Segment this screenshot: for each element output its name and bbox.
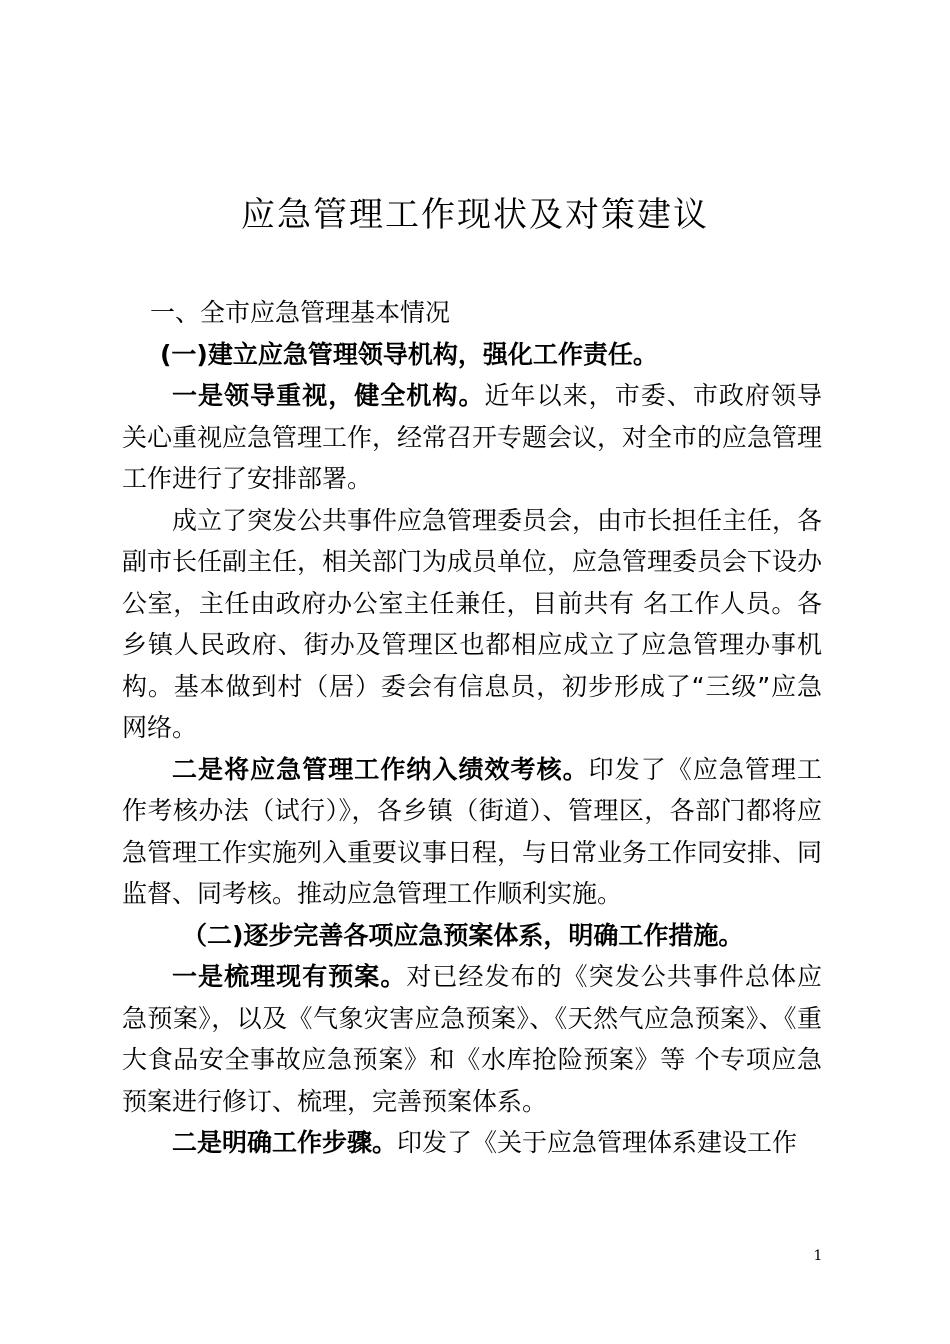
paragraph-3-text: 印发了《应急管理工作考核办法（试行）》，各乡镇（街道）、管理区，各部门都将应急管理工作实施列入重要议事日程，与日常业务工作同安排、同监督、同考核。推动应急管理工作顺利实施。 xyxy=(122,754,823,908)
section-heading-1: 一、全市应急管理基本情况 xyxy=(150,298,451,327)
paragraph-4-text: 对已经发布的《突发公共事件总体应急预案》，以及《气象灾害应急预案》、《天然气应急预案》、《重大食品安全事故应急预案》和《水库抢险预案》等 个专项应急预案进行修订、梳理，完善预案体系。 xyxy=(122,962,822,1116)
paragraph-4 xyxy=(122,956,822,1122)
subsection-heading-1: (一)建立应急管理领导机构，强化工作责任。 xyxy=(160,339,658,369)
document-title: 应急管理工作现状及对策建议 xyxy=(241,195,709,235)
paragraph-3 xyxy=(122,749,822,915)
page-number: 1 xyxy=(813,1248,823,1264)
subsection-heading-2: （二)逐步完善各项应急预案体系，明确工作措施。 xyxy=(182,920,744,950)
paragraph-5-lead: 二是明确工作步骤。 xyxy=(172,1128,398,1157)
paragraph-4-lead: 一是梳理现有预案。 xyxy=(172,962,407,991)
paragraph-5 xyxy=(122,1122,822,1164)
paragraph-1 xyxy=(122,375,822,500)
paragraph-3-lead: 二是将应急管理工作纳入绩效考核。 xyxy=(172,754,589,784)
paragraph-2: 成立了突发公共事件应急管理委员会，由市长担任主任，各副市长任副主任，相关部门为成员单位，应急管理委员会下设办公室，主任由政府办公室主任兼任，目前共有 名工作人员。各乡镇人民政府、街办及管理区也都相应成立了应急管理办事机构。基本做到村（居）委会有信息员，初步形成了“三级”应急网络。 xyxy=(122,505,823,742)
paragraph-1-text: 近年以来，市委、市政府领导关心重视应急管理工作，经常召开专题会议，对全市的应急管理工作进行了安排部署。 xyxy=(122,381,823,493)
paragraph-1-lead: 一是领导重视，健全机构。 xyxy=(172,381,485,410)
document-body xyxy=(122,292,822,1164)
paragraph-5-text: 印发了《关于应急管理体系建设工作 xyxy=(397,1128,798,1157)
